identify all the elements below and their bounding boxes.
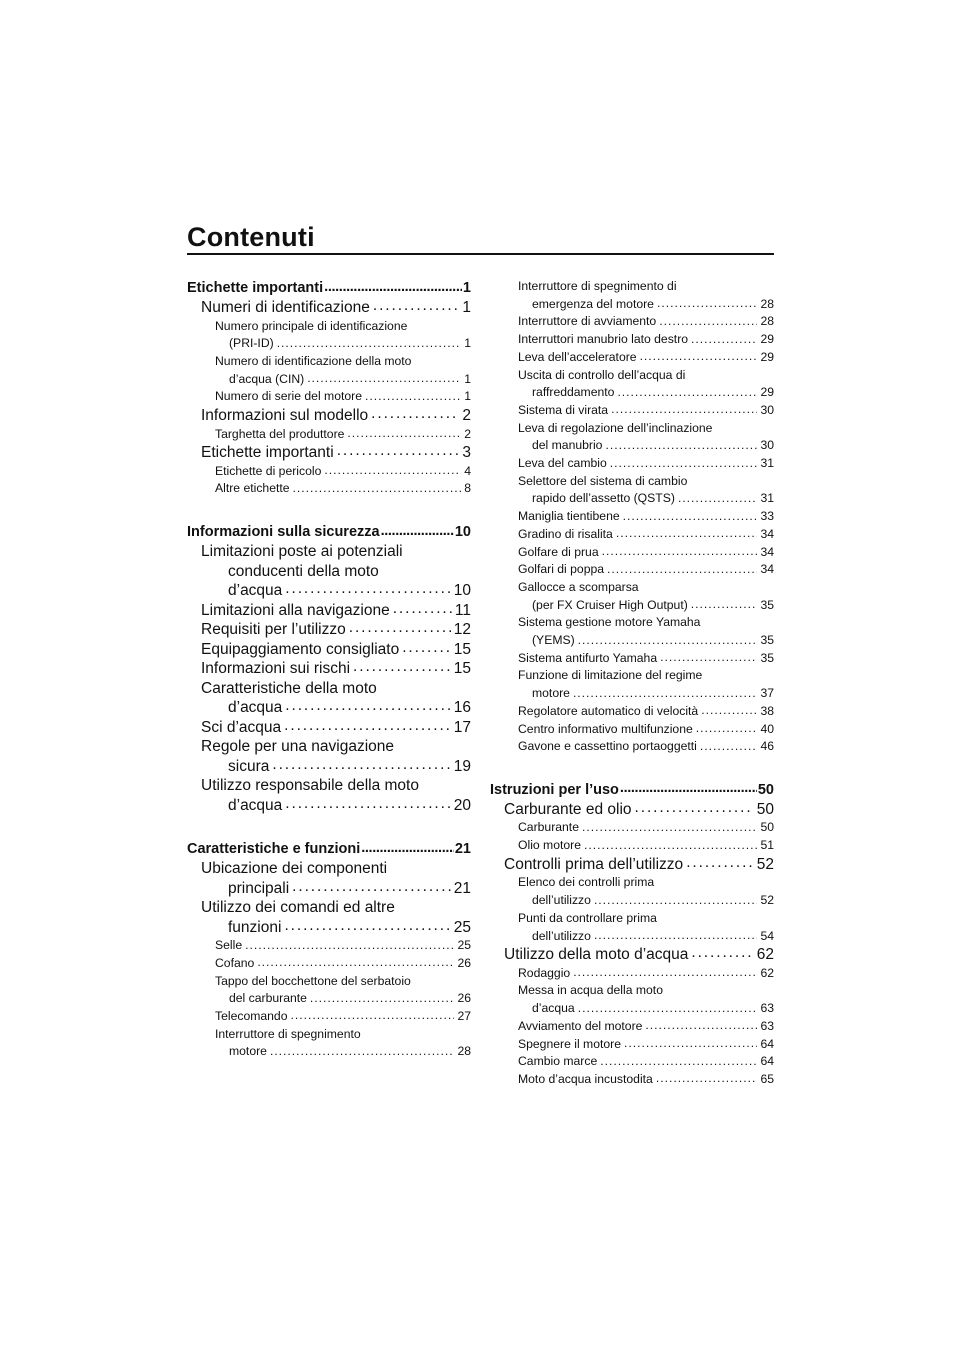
toc-section[interactable]: Controlli prima dell’utilizzo . . . 52 bbox=[490, 855, 774, 875]
toc-item[interactable]: Uscita di controllo dell’acqua di raffreddamento . . . 29 bbox=[490, 367, 774, 402]
title-rule bbox=[187, 253, 774, 255]
toc-item[interactable]: Selle . . . 25 bbox=[187, 937, 471, 955]
toc-item[interactable]: Rodaggio . . . 62 bbox=[490, 965, 774, 983]
toc-right-column bbox=[490, 278, 774, 1089]
toc-item[interactable]: Olio motore . . . 51 bbox=[490, 837, 774, 855]
toc-item[interactable]: Interruttore di avviamento . . . 28 bbox=[490, 313, 774, 331]
toc-item[interactable]: Cofano . . . 26 bbox=[187, 955, 471, 973]
toc-item[interactable]: Interruttore di spegnimento motore . . . 28 bbox=[187, 1026, 471, 1061]
toc-section[interactable]: Numeri di identificazione . . . 1 bbox=[187, 298, 471, 318]
toc-item[interactable]: Messa in acqua della moto d’acqua . . . 63 bbox=[490, 982, 774, 1017]
toc-section[interactable]: Equipaggiamento consigliato . . . 15 bbox=[187, 640, 471, 660]
toc-section[interactable]: Utilizzo della moto d’acqua . . . 62 bbox=[490, 945, 774, 965]
toc-chapter[interactable]: Etichette importanti . . . 1 bbox=[187, 278, 471, 298]
toc-item[interactable]: Leva dell’acceleratore . . . 29 bbox=[490, 349, 774, 367]
toc-item[interactable]: Numero principale di identificazione (PRI-ID) . . . 1 bbox=[187, 318, 471, 353]
toc-item[interactable]: Leva di regolazione dell’inclinazione del manubrio . . . 30 bbox=[490, 420, 774, 455]
toc-item[interactable]: Moto d’acqua incustodita . . . 65 bbox=[490, 1071, 774, 1089]
toc-item[interactable]: Golfari di poppa . . . 34 bbox=[490, 561, 774, 579]
toc-item[interactable]: Carburante . . . 50 bbox=[490, 819, 774, 837]
toc-section[interactable]: Limitazioni alla navigazione . . . 11 bbox=[187, 601, 471, 621]
toc-item[interactable]: Funzione di limitazione del regime motore . . . 37 bbox=[490, 667, 774, 702]
toc-item[interactable]: Spegnere il motore . . . 64 bbox=[490, 1036, 774, 1054]
toc-section[interactable]: Caratteristiche della moto d’acqua . . . 16 bbox=[187, 679, 471, 718]
toc-section[interactable]: Regole per una navigazione sicura . . . 19 bbox=[187, 737, 471, 776]
toc-item[interactable]: Sistema antifurto Yamaha . . . 35 bbox=[490, 650, 774, 668]
toc-item[interactable]: Sistema gestione motore Yamaha (YEMS) . . . 35 bbox=[490, 614, 774, 649]
toc-section[interactable]: Utilizzo responsabile della moto d’acqua . . . 20 bbox=[187, 776, 471, 815]
toc-item[interactable]: Numero di serie del motore . . . 1 bbox=[187, 388, 471, 406]
toc-section[interactable]: Etichette importanti . . . 3 bbox=[187, 443, 471, 463]
toc-chapter[interactable]: Informazioni sulla sicurezza . . . 10 bbox=[187, 522, 471, 542]
toc-item[interactable]: Maniglia tientibene . . . 33 bbox=[490, 508, 774, 526]
toc-section[interactable]: Ubicazione dei componenti principali . . . 21 bbox=[187, 859, 471, 898]
page-title: Contenuti bbox=[187, 222, 315, 252]
toc-item[interactable]: Regolatore automatico di velocità . . . 38 bbox=[490, 703, 774, 721]
toc-section[interactable]: Sci d’acqua . . . 17 bbox=[187, 718, 471, 738]
toc-section[interactable]: Carburante ed olio . . . 50 bbox=[490, 800, 774, 820]
toc-item[interactable]: Selettore del sistema di cambio rapido dell’assetto (QSTS) . . . 31 bbox=[490, 473, 774, 508]
toc-item[interactable]: Gallocce a scomparsa (per FX Cruiser High Output) . . . 35 bbox=[490, 579, 774, 614]
toc-item[interactable]: Centro informativo multifunzione . . . 40 bbox=[490, 721, 774, 739]
toc-item[interactable]: Gavone e cassettino portaoggetti . . . 46 bbox=[490, 738, 774, 756]
toc-item[interactable]: Golfare di prua . . . 34 bbox=[490, 544, 774, 562]
toc-section[interactable]: Utilizzo dei comandi ed altre funzioni . . . 25 bbox=[187, 898, 471, 937]
toc-item[interactable]: Numero di identificazione della moto d’acqua (CIN) . . . 1 bbox=[187, 353, 471, 388]
toc-item[interactable]: Avviamento del motore . . . 63 bbox=[490, 1018, 774, 1036]
toc-item[interactable]: Tappo del bocchettone del serbatoio del carburante . . . 26 bbox=[187, 973, 471, 1008]
toc-item[interactable]: Telecomando . . . 27 bbox=[187, 1008, 471, 1026]
toc-item[interactable]: Interruttori manubrio lato destro . . . 29 bbox=[490, 331, 774, 349]
toc-chapter[interactable]: Istruzioni per l’uso . . . 50 bbox=[490, 780, 774, 800]
toc-item[interactable]: Elenco dei controlli prima dell’utilizzo . . . 52 bbox=[490, 874, 774, 909]
toc-section[interactable]: Informazioni sul modello . . . 2 bbox=[187, 406, 471, 426]
toc-item[interactable]: Leva del cambio . . . 31 bbox=[490, 455, 774, 473]
toc-item[interactable]: Punti da controllare prima dell’utilizzo . . . 54 bbox=[490, 910, 774, 945]
toc-section[interactable]: Informazioni sui rischi . . . 15 bbox=[187, 659, 471, 679]
toc-item[interactable]: Altre etichette . . . 8 bbox=[187, 480, 471, 498]
toc-chapter[interactable]: Caratteristiche e funzioni . . . 21 bbox=[187, 839, 471, 859]
toc-item[interactable]: Interruttore di spegnimento di emergenza del motore . . . 28 bbox=[490, 278, 774, 313]
toc-section[interactable]: Requisiti per l’utilizzo . . . 12 bbox=[187, 620, 471, 640]
toc-item[interactable]: Etichette di pericolo . . . 4 bbox=[187, 463, 471, 481]
toc-section[interactable]: Limitazioni poste ai potenziali conducenti della moto d’acqua . . . 10 bbox=[187, 542, 471, 601]
toc-item[interactable]: Gradino di risalita . . . 34 bbox=[490, 526, 774, 544]
toc-item[interactable]: Sistema di virata . . . 30 bbox=[490, 402, 774, 420]
toc-item[interactable]: Targhetta del produttore . . . 2 bbox=[187, 426, 471, 444]
toc-item[interactable]: Cambio marce . . . 64 bbox=[490, 1053, 774, 1071]
toc-left-column bbox=[187, 278, 471, 1061]
